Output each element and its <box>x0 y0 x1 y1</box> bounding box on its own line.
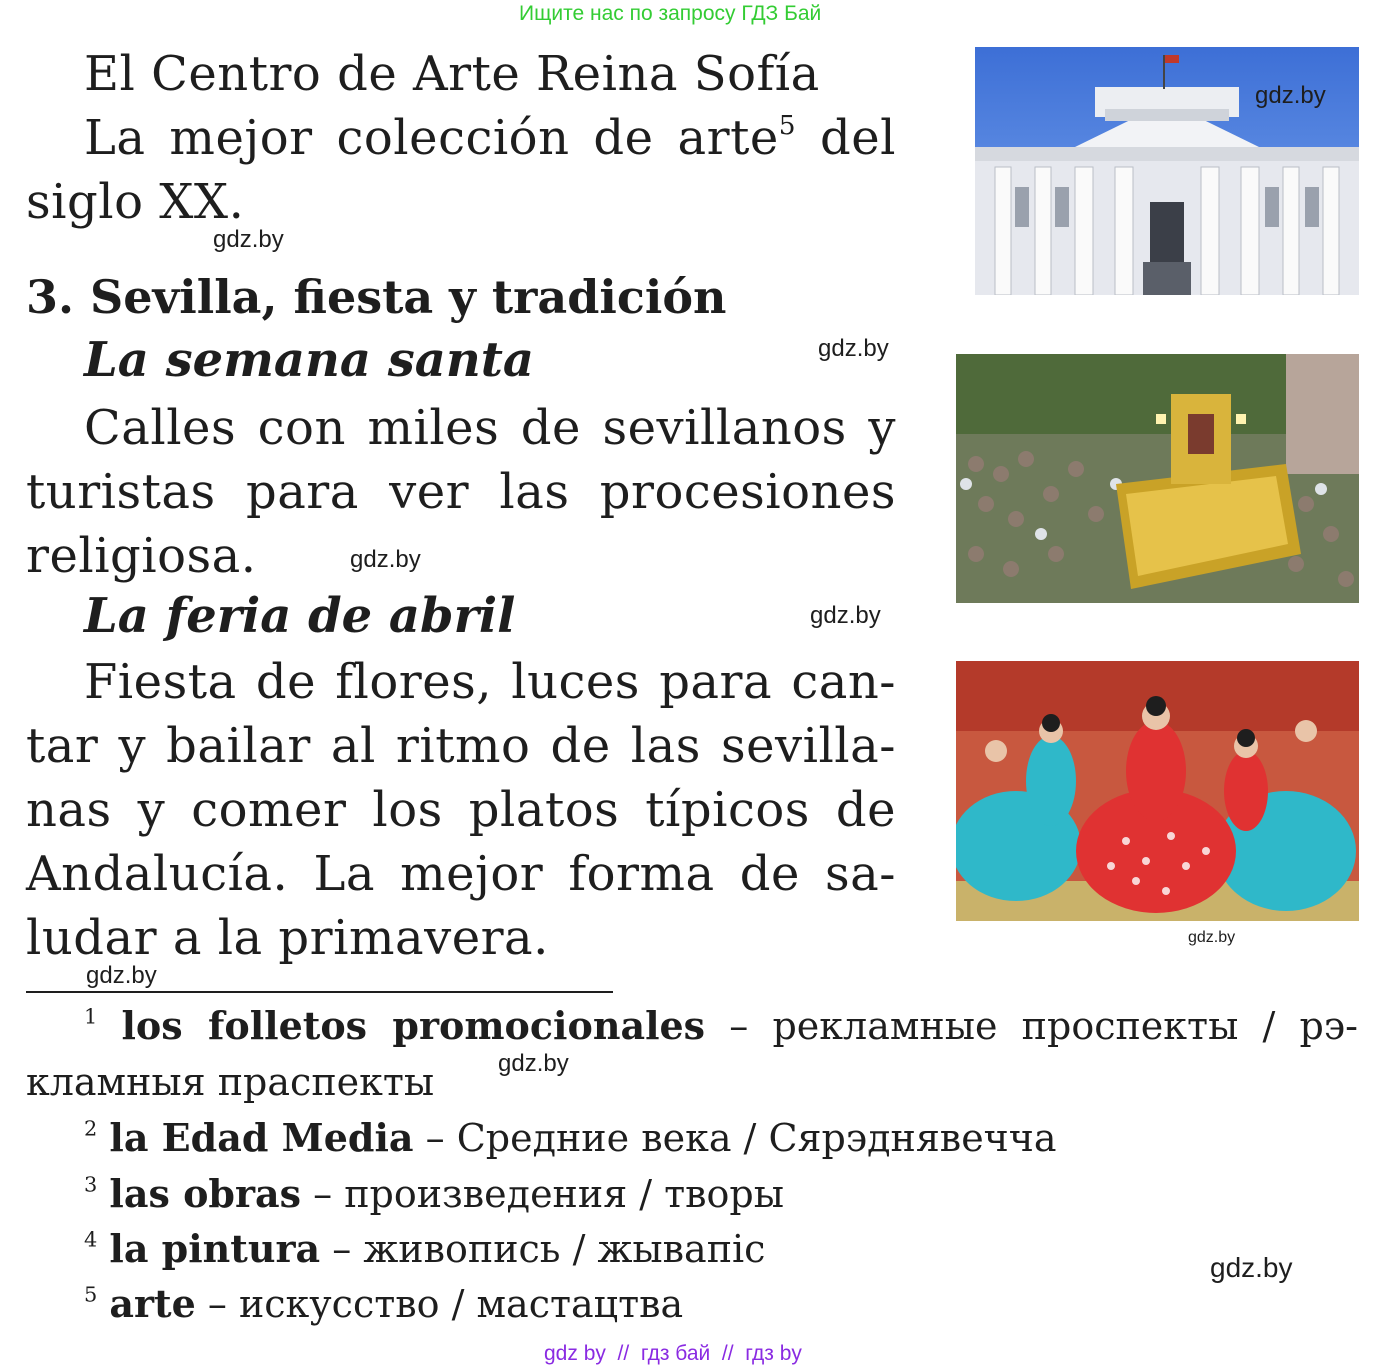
feria-line2: tar y bailar al ritmo de las sevilla- <box>26 718 896 774</box>
footnote-term: los folletos promocionales <box>121 1003 706 1048</box>
watermark: gdz.by <box>810 602 881 629</box>
subheading-semana-santa: La semana santa <box>84 332 535 388</box>
footnote-translation: рекламные проспекты / рэ- <box>772 1004 1358 1048</box>
footnote-4 <box>84 1221 765 1277</box>
subheading-feria-de-abril: La feria de abril <box>84 588 516 644</box>
reina-sofia-text-b: del <box>796 110 897 166</box>
footnote-dash: – <box>705 1004 773 1048</box>
footnote-translation: искусство / мастацтва <box>238 1282 684 1326</box>
footnote-ref-5: 5 <box>778 110 797 142</box>
watermark: gdz.by <box>818 335 889 362</box>
footnote-dash: – <box>301 1172 345 1216</box>
footnote-term: la Edad Media <box>109 1115 414 1160</box>
footnote-separator <box>26 991 613 993</box>
footnote-number: 1 <box>84 1004 98 1029</box>
footnote-number: 5 <box>84 1282 98 1307</box>
semana-santa-line2: turistas para ver las procesiones <box>26 464 896 520</box>
footnote-number: 3 <box>84 1172 98 1197</box>
section-heading-sevilla: 3. Sevilla, fiesta y tradición <box>26 270 727 324</box>
bottom-watermark: gdz by // гдз бай // гдз by <box>544 1342 802 1365</box>
footnote-dash: – <box>413 1116 457 1160</box>
watermark: gdz.by <box>1255 82 1326 109</box>
footnote-dash: – <box>320 1227 364 1271</box>
watermark: gdz.by <box>1210 1252 1293 1283</box>
reina-sofia-text-line2: siglo XX. <box>26 174 245 230</box>
watermark: gdz.by <box>350 546 421 573</box>
footnote-number: 2 <box>84 1116 98 1141</box>
footnote-term: la pintura <box>109 1226 321 1271</box>
footnote-term: las obras <box>109 1171 302 1216</box>
footnote-5 <box>84 1276 683 1332</box>
footnote-translation: живопись / жывапіс <box>363 1227 766 1271</box>
top-watermark: Ищите нас по запросу ГДЗ Бай <box>519 2 822 25</box>
feria-line3: nas y comer los platos típicos de <box>26 782 896 838</box>
flamenco-dancers-photo <box>956 661 1359 921</box>
footnote-3 <box>84 1166 784 1222</box>
semana-santa-line3: religiosa. <box>26 528 257 584</box>
feria-line4: Andalucía. La mejor forma de sa- <box>26 846 896 902</box>
watermark: gdz.by <box>498 1050 569 1077</box>
footnote-term: arte <box>109 1281 196 1326</box>
footnote-1 <box>84 998 1358 1054</box>
reina-sofia-text-line1 <box>84 106 896 170</box>
watermark: gdz.by <box>1188 929 1236 946</box>
feria-line1: Fiesta de flores, luces para can- <box>84 654 896 710</box>
footnote-translation: Средние века / Сярэднявечча <box>456 1116 1057 1160</box>
watermark: gdz.by <box>213 226 284 253</box>
section-title-reina-sofia: El Centro de Arte Reina Sofía <box>84 46 820 102</box>
watermark: gdz.by <box>86 962 157 989</box>
feria-line5: ludar a la primavera. <box>26 910 549 966</box>
footnote-1-cont: кламныя праспекты <box>26 1060 435 1104</box>
reina-sofia-text-a: La mejor colección de arte <box>84 110 779 166</box>
footnote-translation: произведения / творы <box>344 1172 785 1216</box>
procession-photo <box>956 354 1359 603</box>
semana-santa-line1: Calles con miles de sevillanos y <box>84 400 896 456</box>
footnote-number: 4 <box>84 1227 98 1252</box>
footnote-dash: – <box>195 1282 239 1326</box>
footnote-2 <box>84 1110 1057 1166</box>
